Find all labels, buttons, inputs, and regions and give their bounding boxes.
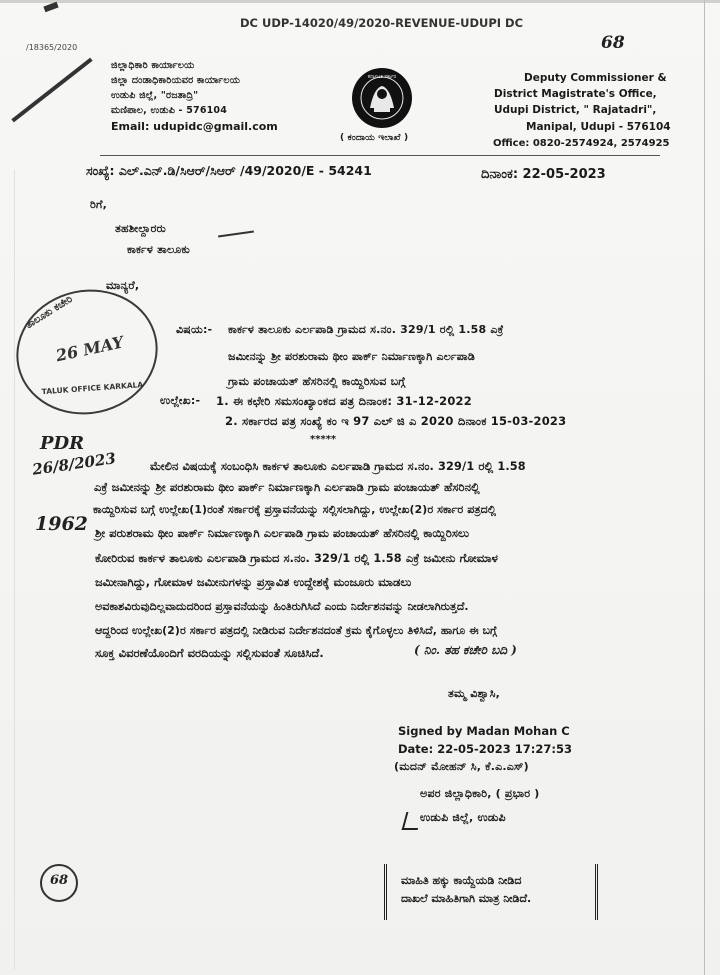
- body-line-7: ಅವಕಾಶವಿರುವುದಿಲ್ಲವಾದುದರಿಂದ ಪ್ರಸ್ತಾವನೆಯನ್ನು ಹಿಂತಿರುಗಿಸಿದೆ ಎಂದು ನಿರ್ದೇಶನವನ್ನು ನೀಡಲಾಗಿರುತ್ತದೆ.: [95, 600, 469, 613]
- office-en-line3: Udupi District, " Rajatadri",: [494, 104, 657, 116]
- scan-edge-mark: [0, 0, 720, 3]
- subject-label: ವಿಷಯ:-: [176, 323, 213, 336]
- office-en-line4: Manipal, Udupi - 576104: [526, 121, 671, 133]
- office-email[interactable]: Email: udupidc@gmail.com: [111, 120, 278, 133]
- rti-stamp-line-1: ಮಾಹಿತಿ ಹಕ್ಕು ಕಾಯ್ದೆಯಡಿ ನೀಡಿದ: [401, 874, 522, 887]
- reference-line-1: 1. ಈ ಕಛೇರಿ ಸಮಸಂಖ್ಯಾಂಕದ ಪತ್ರ ದಿನಾಂಕ: 31-12-2022: [216, 394, 472, 408]
- body-line-6: ಜಮೀನಾಗಿದ್ದು, ಗೋಮಾಳ ಜಮೀನುಗಳನ್ನು ಪ್ರಸ್ತಾವಿತ ಉದ್ದೇಶಕ್ಕೆ ಮಂಜೂರು ಮಾಡಲು: [95, 576, 412, 589]
- circled-page-number: [40, 864, 78, 902]
- body-line-8: ಆದ್ದರಿಂದ ಉಲ್ಲೇಖ(2)ರ ಸರ್ಕಾರ ಪತ್ರದಲ್ಲಿ ನೀಡಿರುವ ನಿರ್ದೇಶನದಂತೆ ಕ್ರಮ ಕೈಗೊಳ್ಳಲು ತಿಳಿಸಿದೆ, ಹಾಗೂ ಈ ಬಗ್ಗೆ: [95, 624, 498, 637]
- stamp-top-text: ತಾಲೂಕು ಕಚೇರಿ: [24, 293, 75, 332]
- addressee-line1: ತಹಶೀಲ್ದಾರರು: [115, 222, 166, 235]
- scan-left-margin-line: [14, 170, 15, 970]
- to-label: ರಿಗೆ,: [90, 198, 107, 211]
- letter-date: ದಿನಾಂಕ: 22-05-2023: [481, 167, 606, 182]
- page-number: 68: [601, 33, 625, 53]
- body-line-3: ಕಾಯ್ದಿರಿಸುವ ಬಗ್ಗೆ ಉಲ್ಲೇಖ(1)ರಂತೆ ಸರ್ಕಾರಕ್ಕೆ ಪ್ರಸ್ತಾವನೆಯನ್ನು ಸಲ್ಲಿಸಲಾಗಿದ್ದು, ಉಲ್ಲೇಖ(2)ರ ಸರ್ಕಾರ ಪತ್ರದಲ್ಲಿ: [93, 503, 497, 516]
- taluk-office-stamp: [5, 277, 170, 428]
- addressee-stroke: [218, 231, 254, 238]
- corner-reference: /18365/2020: [26, 43, 78, 52]
- emblem-caption: ( ಕಂದಾಯ ಇಲಾಖೆ ): [340, 133, 409, 143]
- reference-line-2: 2. ಸರ್ಕಾರದ ಪತ್ರ ಸಂಖ್ಯೆ ಕಂ ಇ 97 ಎಲ್ ಜಿ ಎ 2020 ದಿನಾಂಕ 15-03-2023: [225, 414, 567, 428]
- handwritten-margin-note: ( ನಿಂ. ತಹ ಕಚೇರಿ ಬದಿ ): [414, 643, 517, 657]
- reference-label: ಉಲ್ಲೇಖ:-: [160, 394, 201, 407]
- rti-stamp-line-2: ದಾಖಲೆ ಮಾಹಿತಿಗಾಗಿ ಮಾತ್ರ ನೀಡಿದೆ.: [401, 892, 532, 905]
- binding-hole-scribble: [11, 58, 92, 123]
- closing: ತಮ್ಮ ವಿಶ್ವಾಸಿ,: [448, 687, 501, 700]
- body-line-2: ಎಕ್ರೆ ಜಮೀನನ್ನು ಶ್ರೀ ಪರಶುರಾಮ ಥೀಂ ಪಾರ್ಕ್ ನಿರ್ಮಾಣಕ್ಕಾಗಿ ಎರ್ಲಪಾಡಿ ಗ್ರಾಮ ಪಂಚಾಯತ್ ಹೆಸರಿನಲ್ಲಿ: [94, 481, 480, 494]
- office-kn-line3: ಉಡುಪಿ ಜಿಲ್ಲೆ, "ರಜತಾದ್ರಿ": [111, 90, 199, 101]
- office-en-line1: Deputy Commissioner &: [524, 72, 667, 84]
- handwritten-date-note: 26/8/2023: [31, 449, 117, 479]
- subject-line-1: ಕಾರ್ಕಳ ತಾಲೂಕು ಎರ್ಲಪಾಡಿ ಗ್ರಾಮದ ಸ.ನಂ. 329/1 ರಲ್ಲಿ 1.58 ಎಕ್ರೆ: [228, 323, 504, 336]
- emblem-label: ಕರ್ನಾಟಕ ಸರ್ಕಾರ: [367, 74, 397, 80]
- top-left-scribble: [43, 2, 58, 12]
- karnataka-emblem: [352, 68, 412, 128]
- signature-tick: [402, 812, 423, 830]
- stamp-bottom-text: TALUK OFFICE KARKALA: [41, 380, 144, 397]
- salutation: ಮಾನ್ಯರೆ,: [106, 279, 140, 292]
- addressee-line2: ಕಾರ್ಕಳ ತಾಲೂಕು: [127, 243, 190, 256]
- separator: *****: [310, 434, 337, 445]
- subject-line-2: ಜಮೀನನ್ನು ಶ್ರೀ ಪರಶುರಾಮ ಥೀಂ ಪಾರ್ಕ್ ನಿರ್ಮಾಣಕ್ಕಾಗಿ ಎರ್ಲಪಾಡಿ: [228, 350, 476, 363]
- subject-line-3: ಗ್ರಾಮ ಪಂಚಾಯತ್ ಹೆಸರಿನಲ್ಲಿ ಕಾಯ್ದಿರಿಸುವ ಬಗ್ಗೆ: [228, 375, 406, 388]
- signatory-district: ಉಡುಪಿ ಜಿಲ್ಲೆ, ಉಡುಪಿ: [420, 811, 506, 824]
- signatory-name: (ಮದನ್ ಮೋಹನ್ ಸಿ, ಕೆ.ಎ.ಎಸ್): [394, 760, 529, 773]
- signed-by: Signed by Madan Mohan C: [398, 724, 570, 738]
- handwritten-inward-number: 1962: [35, 513, 88, 535]
- stamp-date: 26 MAY: [54, 332, 126, 366]
- signatory-designation: ಅಪರ ಜಿಲ್ಲಾಧಿಕಾರಿ, ( ಪ್ರಭಾರ ): [420, 787, 540, 800]
- office-en-line2: District Magistrate's Office,: [494, 88, 657, 100]
- body-line-5: ಕೋರಿರುವ ಕಾರ್ಕಳ ತಾಲೂಕು ಎರ್ಲಪಾಡಿ ಗ್ರಾಮದ ಸ.ನಂ. 329/1 ರಲ್ಲಿ 1.58 ಎಕ್ರೆ ಜಮೀನು ಗೋಮಾಳ: [95, 552, 498, 565]
- reference-header: DC UDP-14020/49/2020-REVENUE-UDUPI DC: [240, 16, 524, 30]
- file-number: ಸಂಖ್ಯೆ: ಎಲ್.ಎನ್.ಡಿ/ಸಿಆರ್/ಸಿಆರ್ /49/2020/E - 54241: [86, 163, 372, 178]
- body-line-9: ಸೂಕ್ತ ವಿವರಣೆಯೊಂದಿಗೆ ವರದಿಯನ್ನು ಸಲ್ಲಿಸುವಂತೆ ಸೂಚಿಸಿದೆ.: [95, 647, 324, 660]
- body-line-4: ಶ್ರೀ ಪರುಶರಾಮ ಥೀಂ ಪಾರ್ಕ್ ನಿರ್ಮಾಣಕ್ಕಾಗಿ ಎರ್ಲಪಾಡಿ ಗ್ರಾಮ ಪಂಚಾಯತ್ ಹೆಸರಿನಲ್ಲಿ ಕಾಯ್ದಿರಿಸಲು: [95, 527, 470, 540]
- circled-number-text: 68: [50, 873, 69, 888]
- office-kn-line1: ಜಿಲ್ಲಾಧಿಕಾರಿ ಕಾರ್ಯಾಲಯ: [111, 60, 195, 71]
- body-line-1: ಮೇಲಿನ ವಿಷಯಕ್ಕೆ ಸಂಬಂಧಿಸಿ ಕಾರ್ಕಳ ತಾಲೂಕು ಎರ್ಲಪಾಡಿ ಗ್ರಾಮದ ಸ.ನಂ. 329/1 ರಲ್ಲಿ 1.58: [150, 460, 526, 473]
- rti-stamp-box: [384, 864, 598, 920]
- office-kn-line4: ಮಣಿಪಾಲ, ಉಡುಪಿ - 576104: [111, 105, 228, 116]
- header-rule: [100, 155, 660, 156]
- scan-right-edge: [704, 0, 705, 975]
- office-en-phone: Office: 0820-2574924, 2574925: [493, 138, 670, 149]
- signed-date: Date: 22-05-2023 17:27:53: [398, 742, 572, 756]
- office-kn-line2: ಜಿಲ್ಲಾ ದಂಡಾಧಿಕಾರಿಯವರ ಕಾರ್ಯಾಲಯ: [111, 75, 241, 86]
- handwritten-pdr: PDR: [40, 433, 85, 454]
